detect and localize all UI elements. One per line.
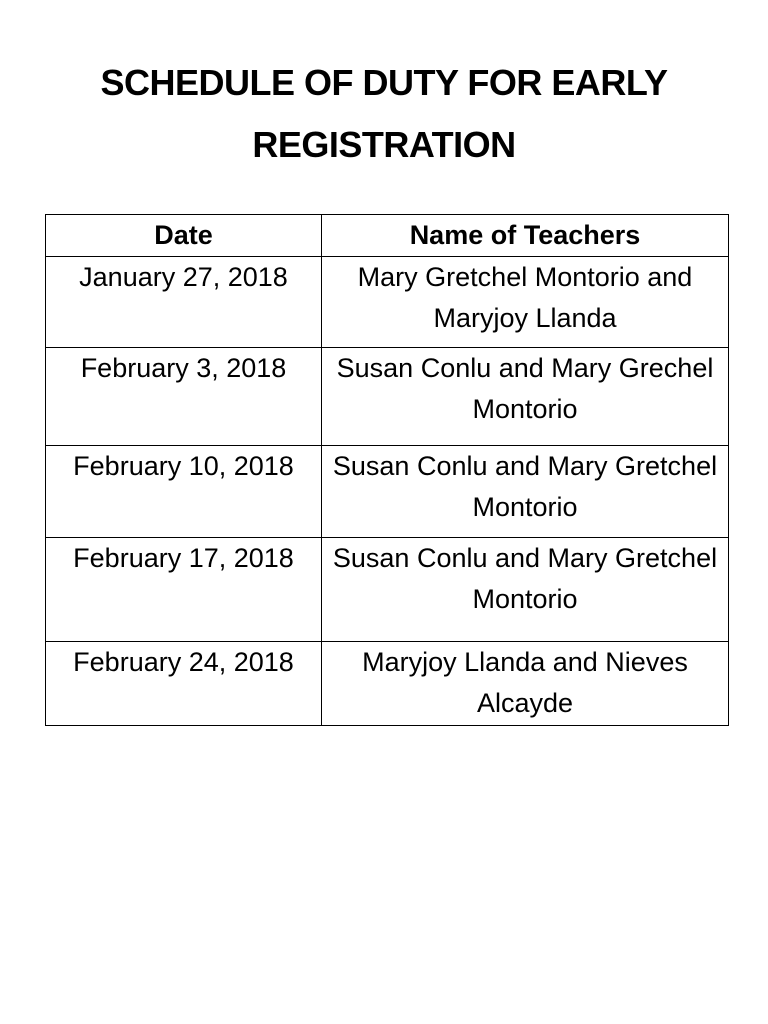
column-header-teachers: Name of Teachers	[322, 215, 729, 257]
teachers-cell: Susan Conlu and Mary Gretchel Montorio	[322, 538, 729, 642]
teachers-cell: Susan Conlu and Mary Gretchel Montorio	[322, 446, 729, 538]
date-cell: February 10, 2018	[46, 446, 322, 538]
column-header-date: Date	[46, 215, 322, 257]
table-row	[46, 446, 729, 538]
table-row	[46, 257, 729, 348]
date-cell: February 3, 2018	[46, 348, 322, 446]
page-title: SCHEDULE OF DUTY FOR EARLY REGISTRATION	[100, 62, 668, 165]
date-cell: February 24, 2018	[46, 642, 322, 726]
table-row	[46, 642, 729, 726]
table-row	[46, 348, 729, 446]
teachers-cell: Susan Conlu and Mary Grechel Montorio	[322, 348, 729, 446]
schedule-table	[45, 214, 729, 726]
table-header-row	[46, 215, 729, 257]
teachers-cell: Maryjoy Llanda and Nieves Alcayde	[322, 642, 729, 726]
teachers-cell: Mary Gretchel Montorio and Maryjoy Llanda	[322, 257, 729, 348]
table-row	[46, 538, 729, 642]
date-cell: February 17, 2018	[46, 538, 322, 642]
date-cell: January 27, 2018	[46, 257, 322, 348]
